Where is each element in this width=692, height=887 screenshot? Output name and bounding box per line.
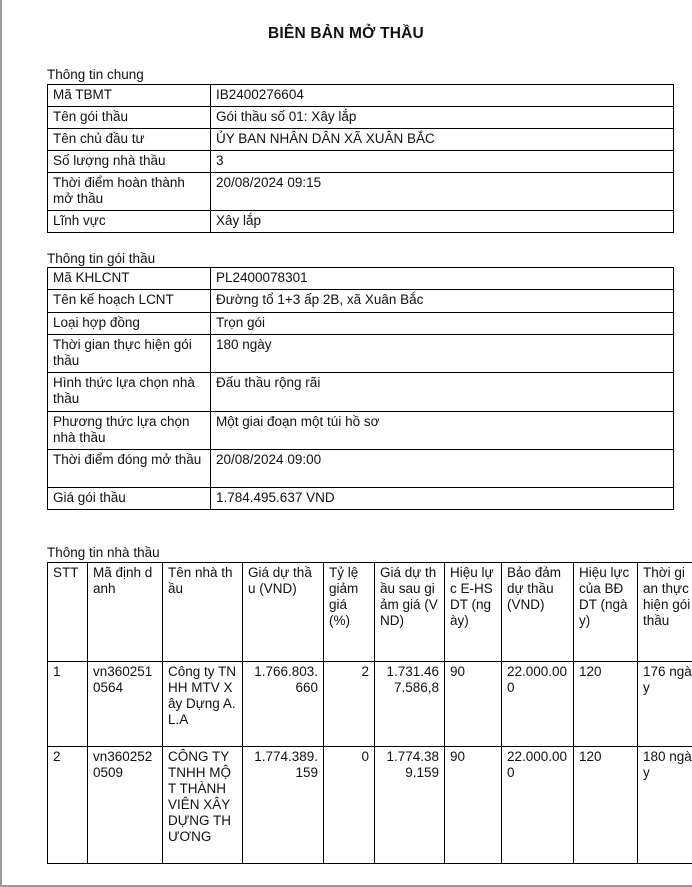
bidder-validity: 90: [445, 662, 502, 747]
general-value: 20/08/2024 09:15: [211, 173, 674, 211]
table-row: [48, 107, 674, 129]
table-row: [48, 85, 674, 107]
bidder-guarantee-validity: 120: [574, 747, 638, 864]
bidder-price-after: 1.774.389.159: [375, 747, 445, 864]
bidder-duration: 180 ngày: [638, 747, 692, 864]
package-value: 20/08/2024 09:00: [211, 450, 674, 488]
bidder-guarantee: 22.000.000: [502, 747, 574, 864]
bidder-name: CÔNG TY TNHH MỘT THÀNH VIÊN XÂY DỰNG THƯƠNG: [163, 747, 243, 864]
table-row: [48, 129, 674, 151]
bidder-discount: 0: [324, 747, 375, 864]
package-value: 1.784.495.637 VND: [211, 488, 674, 510]
table-header-row: [48, 563, 692, 662]
package-value: 180 ngày: [211, 335, 674, 373]
bidder-price: 1.774.389.159: [243, 747, 324, 864]
package-label: Phương thức lựa chọn nhà thầu: [48, 412, 211, 450]
package-value: Đường tổ 1+3 ấp 2B, xã Xuân Bắc: [211, 290, 674, 313]
table-row: [48, 313, 674, 335]
bidder-guarantee: 22.000.000: [502, 662, 574, 747]
bidder-discount: 2: [324, 662, 375, 747]
table-row: [48, 373, 674, 412]
table-row: [48, 450, 674, 488]
package-label: Thời điểm đóng mở thầu: [48, 450, 211, 488]
table-row: [48, 151, 674, 173]
table-row: [48, 412, 674, 450]
table-row: [48, 335, 674, 373]
column-header: Thời gian thực hiện gói thầu: [638, 563, 692, 662]
package-label: Loại hợp đồng: [48, 313, 211, 335]
table-row: [48, 747, 692, 864]
package-label: Thời gian thực hiện gói thầu: [48, 335, 211, 373]
bidder-duration: 176 ngày: [638, 662, 692, 747]
bidder-price: 1.766.803.660: [243, 662, 324, 747]
package-label: Giá gói thầu: [48, 488, 211, 510]
general-info-table: [47, 84, 674, 233]
column-header: STT: [48, 563, 88, 662]
general-value: IB2400276604: [211, 85, 674, 107]
table-row: [48, 268, 674, 290]
bidders-section-title: Thông tin nhà thầu: [47, 545, 160, 560]
bidder-guarantee-validity: 120: [574, 662, 638, 747]
package-label: Tên kế hoạch LCNT: [48, 290, 211, 313]
table-row: [48, 662, 692, 747]
column-header: Hiệu lực E-HSDT (ngày): [445, 563, 502, 662]
column-header: Giá dự thầu (VND): [243, 563, 324, 662]
bidder-id: vn3602510564: [88, 662, 163, 747]
table-row: [48, 211, 674, 233]
page-left-edge: [0, 0, 2, 887]
bidder-name: Công ty TNHH MTV Xây Dựng A.L.A: [163, 662, 243, 747]
table-row: [48, 488, 674, 510]
general-value: Xây lắp: [211, 211, 674, 233]
column-header: Mã định danh: [88, 563, 163, 662]
column-header: Giá dự thầu sau giảm giá (VND): [375, 563, 445, 662]
column-header: Hiệu lực của BĐ DT (ngày): [574, 563, 638, 662]
bidders-table: [47, 562, 692, 864]
column-header: Bảo đảm dự thầu (VND): [502, 563, 574, 662]
general-value: Gói thầu số 01: Xây lắp: [211, 107, 674, 129]
general-value: 3: [211, 151, 674, 173]
package-section-title: Thông tin gói thầu: [47, 251, 156, 266]
package-info-table: [47, 267, 674, 510]
general-label: Thời điểm hoàn thành mở thầu: [48, 173, 211, 211]
document-title: BIÊN BẢN MỞ THẦU: [268, 25, 424, 42]
bidder-id: vn3602520509: [88, 747, 163, 864]
bidder-price-after: 1.731.467.586,8: [375, 662, 445, 747]
bidder-stt: 1: [48, 662, 88, 747]
package-label: Mã KHLCNT: [48, 268, 211, 290]
package-value: PL2400078301: [211, 268, 674, 290]
table-row: [48, 290, 674, 313]
general-label: Tên chủ đầu tư: [48, 129, 211, 151]
package-value: Đấu thầu rộng rãi: [211, 373, 674, 412]
package-label: Hình thức lựa chọn nhà thầu: [48, 373, 211, 412]
general-label: Mã TBMT: [48, 85, 211, 107]
column-header: Tỷ lệ giảm giá (%): [324, 563, 375, 662]
column-header: Tên nhà thầu: [163, 563, 243, 662]
table-row: [48, 173, 674, 211]
bidder-stt: 2: [48, 747, 88, 864]
package-value: Một giai đoạn một túi hồ sơ: [211, 412, 674, 450]
general-label: Lĩnh vực: [48, 211, 211, 233]
general-value: ỦY BAN NHÂN DÂN XÃ XUÂN BẮC: [211, 129, 674, 151]
package-value: Trọn gói: [211, 313, 674, 335]
bidder-validity: 90: [445, 747, 502, 864]
general-label: Số lượng nhà thầu: [48, 151, 211, 173]
general-section-title: Thông tin chung: [47, 67, 144, 82]
general-label: Tên gói thầu: [48, 107, 211, 129]
